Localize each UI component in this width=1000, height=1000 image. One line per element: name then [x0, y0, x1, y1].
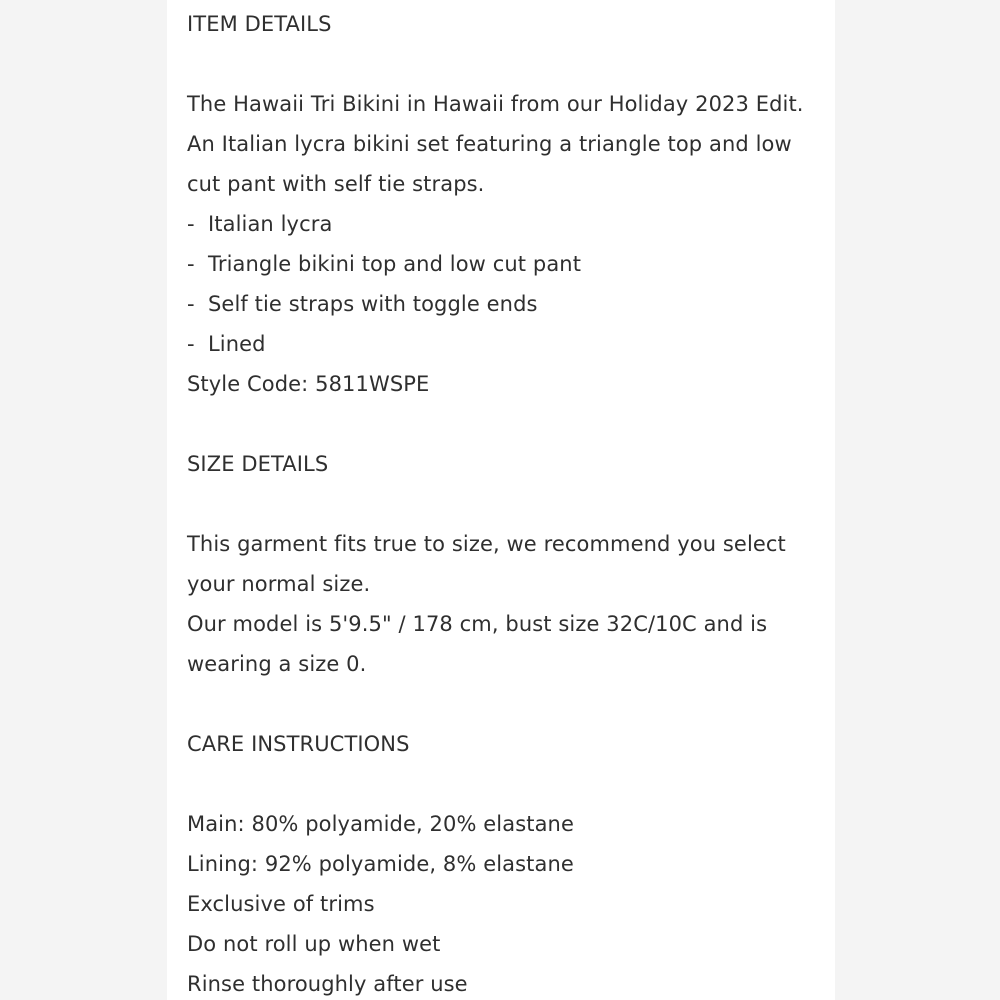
spacer	[187, 684, 827, 724]
style-code: Style Code: 5811WSPE	[187, 372, 430, 396]
size-details-heading: SIZE DETAILS	[187, 452, 329, 476]
feature-list-item	[187, 324, 827, 364]
spacer	[187, 44, 827, 84]
item-details-heading: ITEM DETAILS	[187, 12, 332, 36]
feature-text: Self tie straps with toggle ends	[208, 292, 538, 316]
feature-list-item	[187, 284, 827, 324]
spacer	[187, 764, 827, 804]
product-details	[187, 4, 827, 1000]
size-details-line: Our model is 5'9.5" / 178 cm, bust size 32C/10C and is	[187, 612, 768, 636]
care-instruction-line: Main: 80% polyamide, 20% elastane	[187, 812, 574, 836]
item-description-line: An Italian lycra bikini set featuring a triangle top and low	[187, 132, 792, 156]
feature-list-item	[187, 204, 827, 244]
bullet-dash: -	[187, 332, 195, 356]
care-instruction-line: Rinse thoroughly after use	[187, 972, 468, 996]
size-details-line: This garment fits true to size, we recommend you select	[187, 532, 786, 556]
size-details-line: wearing a size 0.	[187, 652, 367, 676]
care-instruction-line: Do not roll up when wet	[187, 932, 441, 956]
spacer	[187, 484, 827, 524]
size-details-line: your normal size.	[187, 572, 371, 596]
feature-list-item	[187, 244, 827, 284]
feature-text: Triangle bikini top and low cut pant	[208, 252, 582, 276]
feature-text: Italian lycra	[208, 212, 333, 236]
bullet-dash: -	[187, 292, 195, 316]
item-description-line: cut pant with self tie straps.	[187, 172, 485, 196]
care-instruction-line: Exclusive of trims	[187, 892, 375, 916]
care-instruction-line: Lining: 92% polyamide, 8% elastane	[187, 852, 574, 876]
item-description-line: The Hawaii Tri Bikini in Hawaii from our Holiday 2023 Edit.	[187, 92, 804, 116]
feature-text: Lined	[208, 332, 266, 356]
bullet-dash: -	[187, 252, 195, 276]
spacer	[187, 404, 827, 444]
bullet-dash: -	[187, 212, 195, 236]
care-instructions-heading: CARE INSTRUCTIONS	[187, 732, 410, 756]
